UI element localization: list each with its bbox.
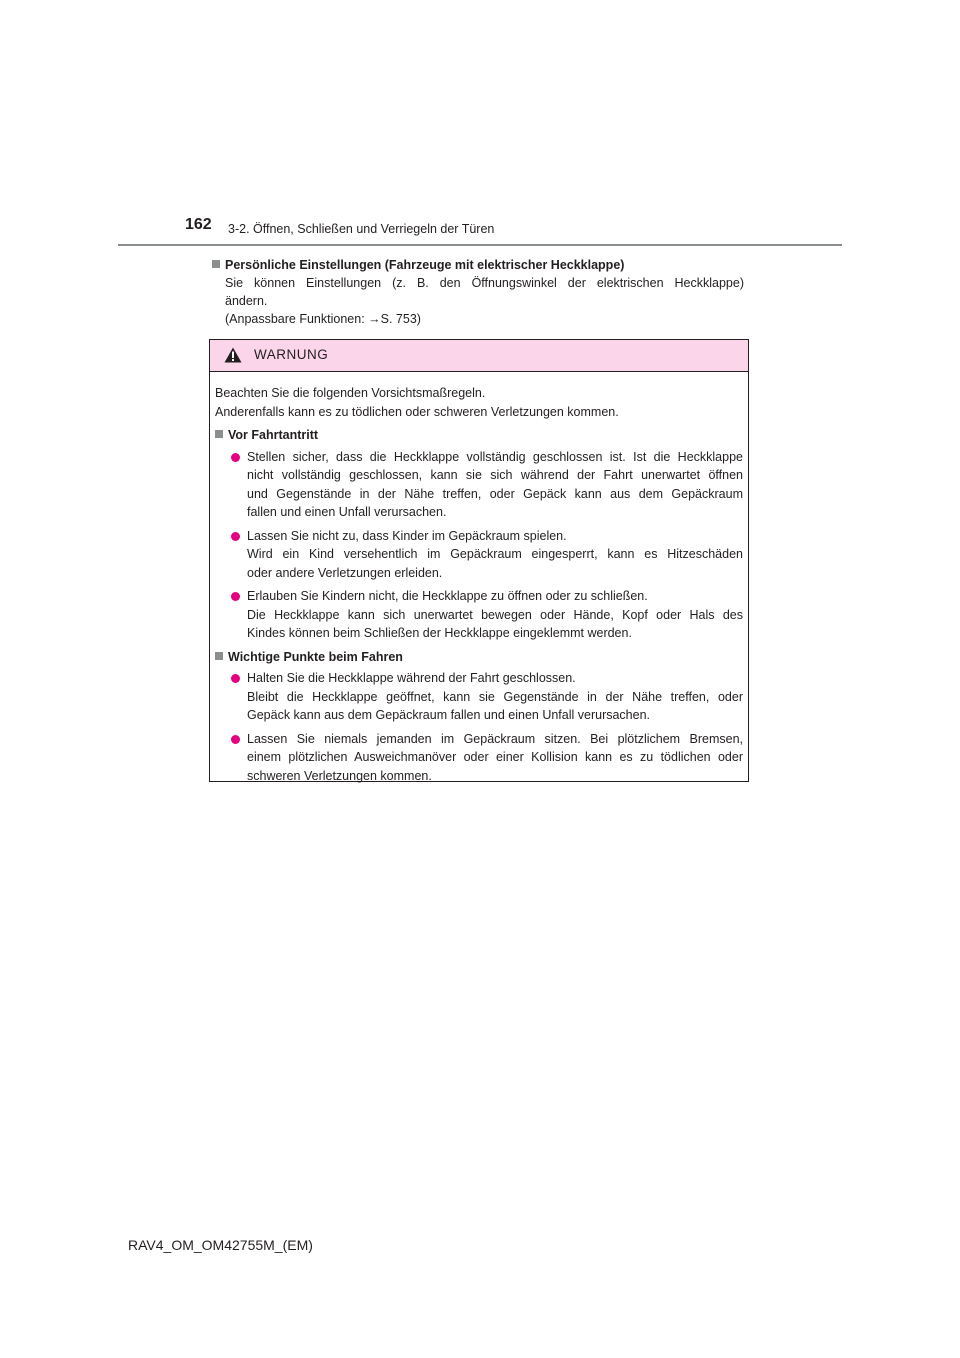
warning-intro: Beachten Sie die folgenden Vorsichtsmaßregeln. [215,386,486,400]
item-line: Erlauben Sie Kindern nicht, die Heckklappe zu öffnen oder zu schließen. [247,589,648,603]
intro-line: ändern. [225,294,268,308]
intro-line: (Anpassbare Funktionen: →S. 753) [225,312,421,326]
round-bullet-icon [231,735,240,744]
item-line: Lassen Sie niemals jemanden im Gepäckraum sitzen. Bei plötzlichem Bremsen, [247,731,743,746]
warning-intro: Anderenfalls kann es zu tödlichen oder schweren Verletzungen kommen. [215,404,619,419]
header-rule [118,244,842,246]
warning-item [215,527,743,583]
item-line: Lassen Sie nicht zu, dass Kinder im Gepäckraum spielen. [247,528,567,543]
item-line: fallen und einen Unfall verursachen. [247,505,447,519]
warning-item [215,730,743,786]
item-line: Die Heckklappe kann sich unerwartet bewegen oder Hände, Kopf oder Hals des [247,607,743,622]
intro-section [212,256,744,328]
warning-content [210,372,748,785]
page-number: 162 [185,216,212,233]
warning-subheading: Wichtige Punkte beim Fahren [215,648,743,667]
square-bullet-icon [215,652,223,660]
warning-title: WARNUNG [254,347,329,362]
footer-doc-code: RAV4_OM_OM42755M_(EM) [128,1237,313,1253]
warning-item [215,448,743,522]
round-bullet-icon [231,674,240,683]
item-line: einem plötzlichen Ausweichmanöver oder einer Kollision kann es zu tödlichen oder [247,750,743,764]
intro-line: Sie können Einstellungen (z. B. den Öffnungswinkel der elektrischen Heckklappe) [225,276,744,290]
warning-header [210,340,748,372]
round-bullet-icon [231,532,240,541]
item-line: Wird ein Kind versehentlich im Gepäckraum eingesperrt, kann es Hitzeschäden [247,547,743,561]
square-bullet-icon [212,260,220,268]
item-line: Gepäck kann aus dem Gepäckraum fallen und einen Unfall verursachen. [247,708,651,722]
running-head: 3-2. Öffnen, Schließen und Verriegeln der Türen [228,222,495,236]
item-line: schweren Verletzungen kommen. [247,768,432,783]
warning-subheading: Vor Fahrtantritt [215,426,743,445]
warning-box [209,339,749,782]
item-line: und Gegenstände in der Nähe treffen, oder Gepäck kann aus dem Gepäckraum [247,486,743,501]
item-line: nicht vollständig geschlossen, kann sie sich während der Fahrt unerwartet öffnen [247,468,743,482]
warning-item [215,587,743,643]
warning-item [215,669,743,725]
item-line: Kindes können beim Schließen der Heckklappe eingeklemmt werden. [247,626,632,640]
intro-heading: Persönliche Einstellungen (Fahrzeuge mit elektrischer Heckklappe) [212,256,744,274]
warning-triangle-icon [224,347,242,363]
item-line: Stellen sicher, dass die Heckklappe vollständig geschlossen ist. Ist die Heckklappe [247,449,743,464]
square-bullet-icon [215,430,223,438]
item-line: Bleibt die Heckklappe geöffnet, kann sie Gegenstände in der Nähe treffen, oder [247,689,743,704]
item-line: oder andere Verletzungen erleiden. [247,565,443,580]
intro-body [212,274,744,328]
item-line: Halten Sie die Heckklappe während der Fahrt geschlossen. [247,671,576,685]
round-bullet-icon [231,453,240,462]
round-bullet-icon [231,592,240,601]
